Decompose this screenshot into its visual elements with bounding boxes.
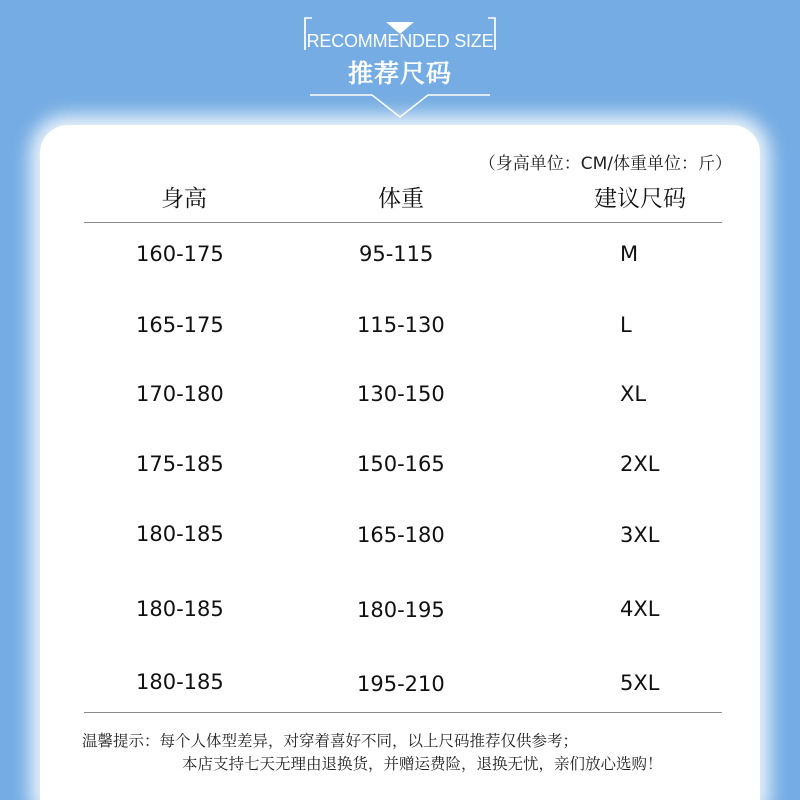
table-cell-size: 3XL bbox=[620, 523, 660, 547]
table-cell-size: L bbox=[620, 313, 632, 337]
table-cell-height: 180-185 bbox=[136, 670, 224, 694]
table-cell-height: 170-180 bbox=[136, 382, 224, 406]
size-chart-card bbox=[40, 125, 760, 800]
header-title: 推荐尺码 bbox=[347, 59, 452, 88]
unit-note: （身高单位：CM/体重单位：斤） bbox=[478, 154, 732, 174]
table-cell-size: M bbox=[620, 242, 639, 266]
table-cell-weight: 130-150 bbox=[357, 382, 445, 406]
table-cell-height: 175-185 bbox=[136, 452, 224, 476]
column-header-weight: 体重 bbox=[378, 186, 424, 212]
table-cell-weight: 180-195 bbox=[357, 598, 445, 622]
tips-line-1: 温馨提示：每个人体型差异，对穿着喜好不同，以上尺码推荐仅供参考； bbox=[82, 732, 579, 750]
header-subtitle: RECOMMENDED SIZE bbox=[306, 31, 494, 51]
table-cell-size: 4XL bbox=[620, 597, 660, 621]
tips-line-2: 本店支持七天无理由退换货，并赠运费险，退换无忧，亲们放心选购！ bbox=[182, 755, 663, 773]
table-cell-height: 180-185 bbox=[136, 522, 224, 546]
table-cell-height: 160-175 bbox=[136, 242, 224, 266]
table-cell-weight: 115-130 bbox=[357, 313, 445, 337]
footer-divider bbox=[84, 712, 722, 713]
column-header-height: 身高 bbox=[161, 186, 207, 212]
table-cell-size: XL bbox=[620, 382, 647, 406]
table-cell-weight: 150-165 bbox=[357, 452, 445, 476]
column-header-size: 建议尺码 bbox=[594, 186, 686, 212]
table-cell-height: 165-175 bbox=[136, 313, 224, 337]
page-header bbox=[0, 0, 800, 120]
table-cell-weight: 195-210 bbox=[357, 672, 445, 696]
table-cell-weight: 95-115 bbox=[359, 242, 434, 266]
table-cell-weight: 165-180 bbox=[357, 523, 445, 547]
table-cell-height: 180-185 bbox=[136, 597, 224, 621]
header-divider bbox=[84, 222, 722, 223]
table-cell-size: 5XL bbox=[620, 671, 660, 695]
table-cell-size: 2XL bbox=[620, 452, 660, 476]
